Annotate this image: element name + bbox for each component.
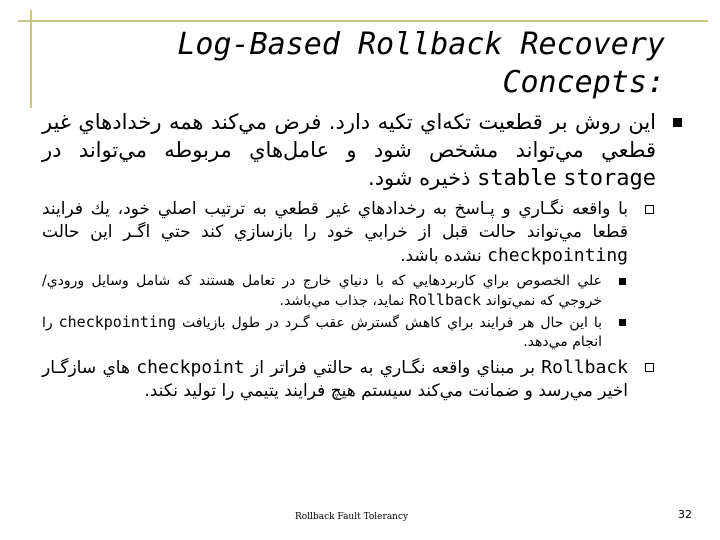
term-stable: stable xyxy=(477,166,557,191)
bullet-level3-io: علي الخصوص براي كاربردهايي كه با دنياي خارج در تعامل هستند كه شامل وسايل ورودي/خروجي كه نمي‌تواند Rollback نمايد، جذاب مي‌باشد. xyxy=(42,272,682,311)
term-storage: storage xyxy=(563,166,656,191)
slide-frame-left-line xyxy=(30,10,32,108)
small-square-bullet-icon xyxy=(619,319,626,326)
term-rollback: Rollback xyxy=(541,357,628,378)
term-checkpointing: checkpointing xyxy=(58,313,177,331)
bullet-level2-logging: با واقعه نگـاري و پـاسخ به رخدادهاي غير قطعي به ترتيب اصلي خود، يك فرايند قطعا مي‌تواند حالت قبل از خرابي خود را بازسازي كند حتي اگـر اين حالت checkpointing نشده باشد. xyxy=(42,198,682,268)
hollow-square-bullet-icon xyxy=(645,363,654,372)
bullet-level1: اين روش بر قطعيت تکه‌اي تکيه دارد. فرض مي‌کند همه رخدادهاي غير قطعي مي‌تواند مشخص شود و عامل‌هاي مربوطه مي‌تواند در stable storage ذخيره شود. xyxy=(42,108,682,193)
slide-frame-top-line xyxy=(18,20,708,22)
hollow-square-bullet-icon xyxy=(645,205,654,214)
square-bullet-icon xyxy=(673,118,682,127)
term-checkpointing: checkpointing xyxy=(487,245,628,266)
title-line-1: Log-Based Rollback Recovery xyxy=(177,27,665,62)
slide-title xyxy=(65,26,665,102)
term-rollback: Rollback xyxy=(408,291,482,309)
slide-body xyxy=(42,108,682,403)
slide-footer: Rollback Fault Tolerancy xyxy=(295,512,409,522)
page-number: 32 xyxy=(678,508,692,521)
term-checkpoint: checkpoint xyxy=(136,357,245,378)
bullet-level3-rollback-propagation: با اين حال هر فرايند براي كاهش گسترش عقب گـرد در طول بازيافت checkpointing را انجام مي‌دهد. xyxy=(42,313,682,352)
title-line-2: Concepts: xyxy=(502,65,665,100)
small-square-bullet-icon xyxy=(619,278,626,285)
bullet-level2-rollback: Rollback بر مبناي واقعه نگـاري به حالتي فراتر از checkpoint هاي سازگـار اخير مي‌رسد و ضمانت مي‌كند سيستم هيچ فرايند يتيمي را توليد نكند. xyxy=(42,356,682,403)
